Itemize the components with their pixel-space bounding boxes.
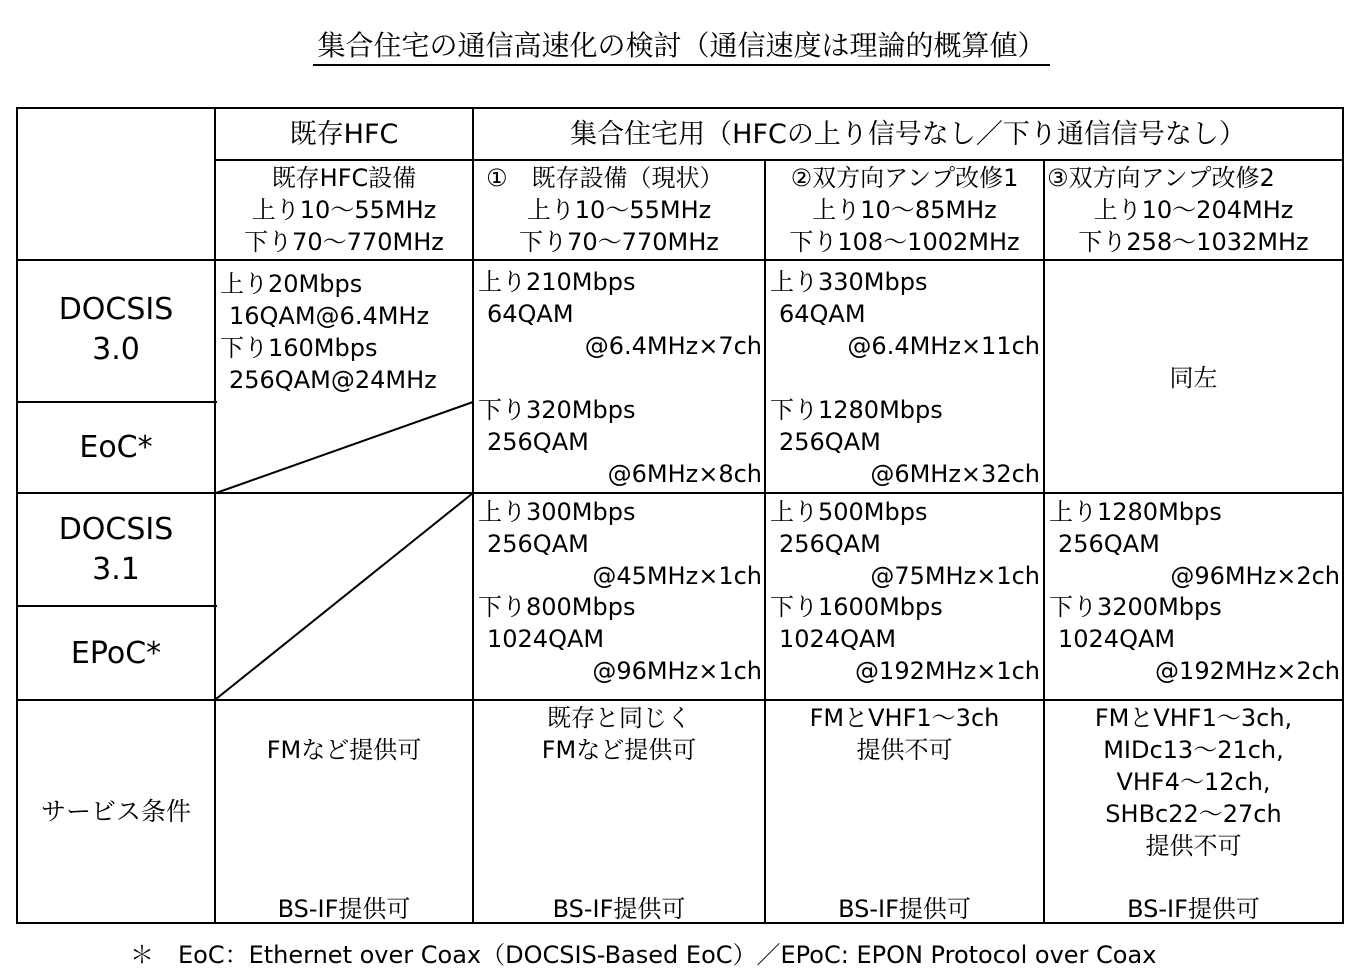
row-label-docsis30: DOCSIS 3.0 xyxy=(58,292,174,367)
docsis31-option3-down: 下り3200Mbps 1024QAM @192MHz×2ch xyxy=(1049,593,1340,685)
bs-if-existing: BS-IF提供可 xyxy=(277,895,411,923)
service-option1: 既存と同じく FMなど提供可 xyxy=(541,704,697,764)
docsis30-option3-same: 同左 xyxy=(1169,364,1218,392)
docsis30-option1-up: 上り210Mbps 64QAM @6.4MHz×7ch xyxy=(478,268,762,360)
docsis30-option2-up: 上り330Mbps 64QAM @6.4MHz×11ch xyxy=(770,268,1040,360)
subheader-option3: ③双方向アンプ改修2 上り10〜204MHz 下り258〜1032MHz xyxy=(1047,164,1309,256)
page-title: 集合住宅の通信高速化の検討（通信速度は理論的概算値） xyxy=(0,26,1363,66)
header-existing-hfc: 既存HFC xyxy=(289,119,399,150)
service-option3: FMとVHF1〜3ch, MIDc13〜21ch, VHF4〜12ch, SHBc22〜27ch 提供不可 xyxy=(1094,704,1293,860)
subheader-existing: 既存HFC設備 上り10〜55MHz 下り70〜770MHz xyxy=(244,164,444,256)
bs-if-option3: BS-IF提供可 xyxy=(1127,895,1260,923)
bs-if-option2: BS-IF提供可 xyxy=(838,895,971,923)
footnote: ＊ EoC：Ethernet over Coax（DOCSIS-Based EoC）／EPoC: EPON Protocol over Coax xyxy=(130,941,1157,969)
docsis31-option1-down: 下り800Mbps 1024QAM @96MHz×1ch xyxy=(478,593,762,685)
row-label-eoc: EoC* xyxy=(79,430,153,465)
docsis31-option2-up: 上り500Mbps 256QAM @75MHz×1ch xyxy=(770,498,1040,590)
docsis31-option3-up: 上り1280Mbps 256QAM @96MHz×2ch xyxy=(1049,498,1340,590)
docsis31-option1-up: 上り300Mbps 256QAM @45MHz×1ch xyxy=(478,498,762,590)
header-apartment: 集合住宅用（HFCの上り信号なし／下り通信信号なし） xyxy=(570,119,1246,150)
subheader-option2: ②双方向アンプ改修1 上り10〜85MHz 下り108〜1002MHz xyxy=(789,164,1020,256)
docsis30-option2-down: 下り1280Mbps 256QAM @6MHz×32ch xyxy=(770,396,1040,488)
docsis30-option1-down: 下り320Mbps 256QAM @6MHz×8ch xyxy=(478,396,762,488)
row-label-docsis31: DOCSIS 3.1 xyxy=(58,512,174,587)
row-label-epoc: EPoC* xyxy=(70,636,162,671)
docsis30-existing-spec: 上り20Mbps 16QAM@6.4MHz 下り160Mbps 256QAM@24MHz xyxy=(220,270,437,394)
row-label-service: サービス条件 xyxy=(40,797,191,826)
bs-if-option1: BS-IF提供可 xyxy=(552,895,686,923)
service-option2: FMとVHF1〜3ch 提供不可 xyxy=(809,704,1000,764)
service-existing: FMなど提供可 xyxy=(266,736,422,764)
docsis31-option2-down: 下り1600Mbps 1024QAM @192MHz×1ch xyxy=(770,593,1040,685)
subheader-option1: ① 既存設備（現状） 上り10〜55MHz 下り70〜770MHz xyxy=(486,164,724,256)
